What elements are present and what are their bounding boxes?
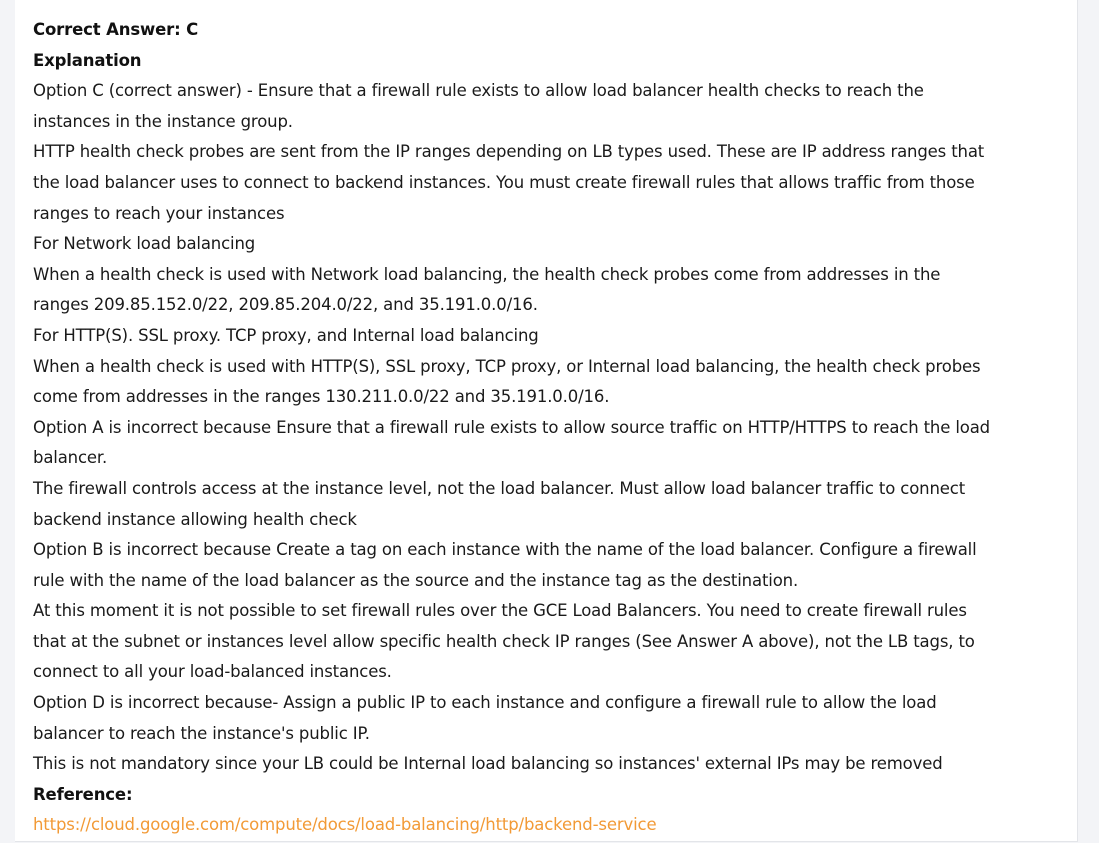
explanation-content [33, 15, 998, 841]
explanation-paragraph-https-ranges: When a health check is used with HTTP(S), SSL proxy, TCP proxy, or Internal load balancing, the health check probes come from addresses in the ranges 130.211.0.0/22 and 35.191.0.0/16. [33, 356, 981, 407]
explanation-paragraph-not-mandatory: This is not mandatory since your LB could be Internal load balancing so instances' external IPs may be removed [33, 754, 943, 774]
explanation-paragraph-option-b: Option B is incorrect because Create a tag on each instance with the name of the load balancer. Configure a firewall rule with the name of the load balancer as the source and the instance tag as the destination. [33, 540, 977, 590]
explanation-paragraph-option-d: Option D is incorrect because- Assign a public IP to each instance and configure a firewall rule to allow the load balancer to reach the instance's public IP. [33, 693, 937, 743]
explanation-paragraph-option-c: Option C (correct answer) - Ensure that a firewall rule exists to allow load balancer health checks to reach the instances in the instance group. [33, 81, 924, 131]
explanation-paragraph-network-ranges: When a health check is used with Network load balancing, the health check probes come from addresses in the ranges 209.85.152.0/22, 209.85.204.0/22, and 35.191.0.0/16. [33, 264, 941, 315]
explanation-paragraph-gce-lb: At this moment it is not possible to set firewall rules over the GCE Load Balancers. You need to create firewall rules that at the subnet or instances level allow specific health check IP ranges (See Answer A above), not the LB tags, to connect to all your load-balanced instances. [33, 601, 975, 682]
explanation-paragraph-probes: HTTP health check probes are sent from the IP ranges depending on LB types used. These are IP address ranges that the load balancer uses to connect to backend instances. You must create firewall rules that allows traffic from those ranges to reach your instances [33, 142, 985, 223]
reference-label: Reference: [33, 784, 133, 804]
explanation-paragraph-firewall-level: The firewall controls access at the instance level, not the load balancer. Must allow load balancer traffic to connect backend instance allowing health check [33, 478, 966, 529]
reference-line [33, 810, 998, 841]
explanation-paragraph-option-a: Option A is incorrect because Ensure that a firewall rule exists to allow source traffic on HTTP/HTTPS to reach the load balancer. [33, 417, 990, 468]
explanation-paragraph-network-heading: For Network load balancing [33, 234, 256, 254]
explanation-heading: Explanation [33, 50, 142, 70]
reference-link[interactable]: https://cloud.google.com/compute/docs/load-balancing/http/backend-service [33, 815, 657, 835]
correct-answer-label: Correct Answer: C [33, 20, 199, 39]
explanation-card [15, 0, 1078, 842]
explanation-paragraph-https-heading: For HTTP(S). SSL proxy. TCP proxy, and Internal load balancing [33, 325, 539, 345]
